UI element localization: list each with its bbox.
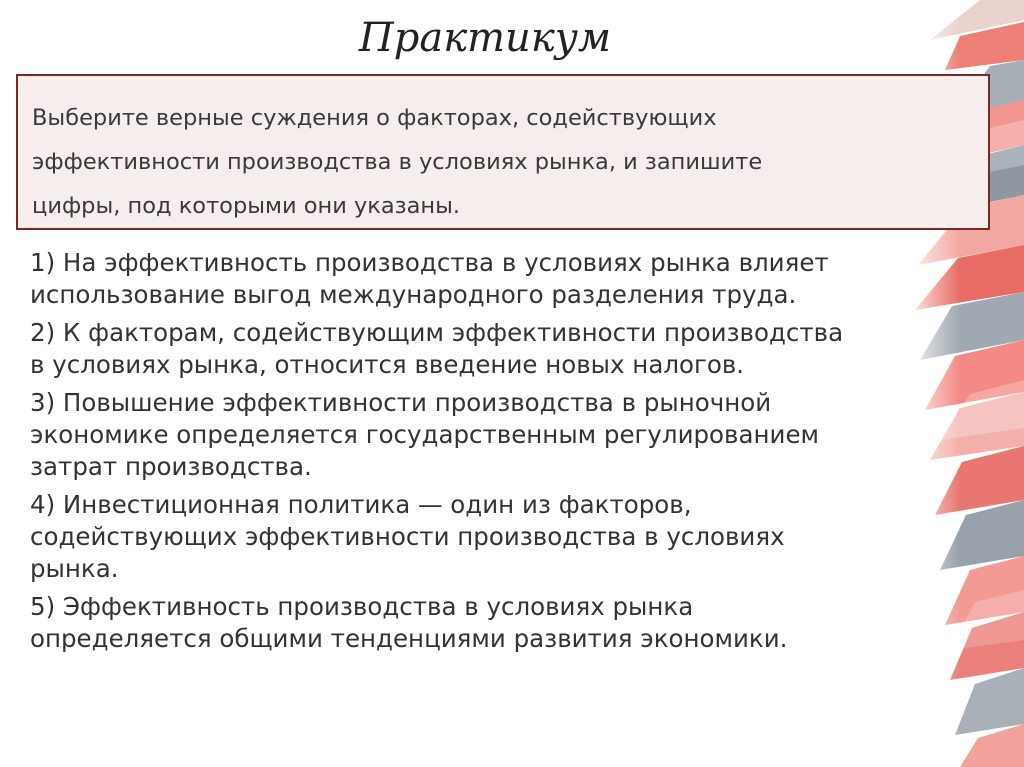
- task-instruction: Выберите верные суждения о факторах, содействующих эффективности производства в условиях рынка, и запишите цифры, под которыми они указаны.: [32, 105, 763, 219]
- answer-option-5: 5) Эффективность производства в условиях рынка определяется общими тенденциями развития экономики.: [30, 592, 788, 653]
- answer-option-1: 1) На эффективность производства в условиях рынка влияет использование выгод международного разделения труда.: [30, 248, 829, 309]
- slide-title: Практикум: [358, 15, 612, 61]
- answer-option-4: 4) Инвестиционная политика — один из факторов, содействующих эффективности производства в условиях рынка.: [30, 490, 785, 583]
- answer-options-list: [30, 247, 950, 661]
- answer-option-3: 3) Повышение эффективности производства в рыночной экономике определяется государственным регулированием затрат производства.: [30, 388, 820, 481]
- answer-option-2: 2) К факторам, содействующим эффективности производства в условиях рынка, относится введение новых налогов.: [30, 318, 844, 379]
- task-box: [16, 74, 990, 230]
